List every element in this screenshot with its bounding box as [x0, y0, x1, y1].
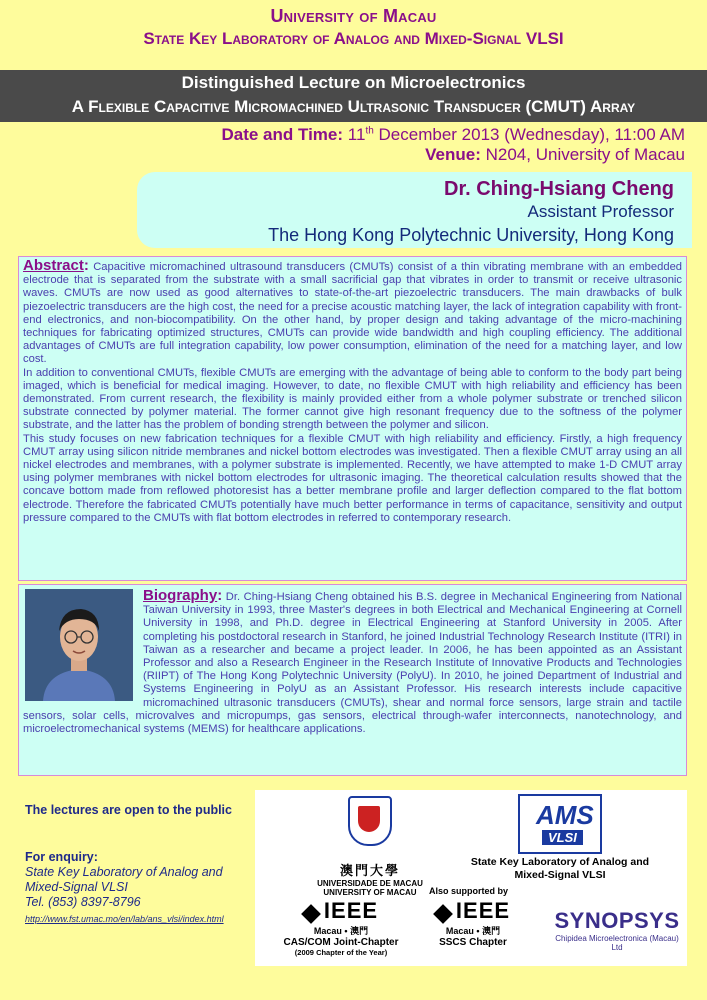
enquiry-heading: For enquiry: — [25, 850, 98, 864]
date-label: Date and Time: — [221, 125, 344, 144]
ams-word: AMS — [536, 800, 594, 830]
biography-text: Dr. Ching-Hsiang Cheng obtained his B.S. degree in Mechanical Engineering from National Taiwan University in 1993, three Master's degrees in both Electrical and Mechanical Engineering at Cornell University in 1998, and Ph.D. degree in Electrical Engineering at Stanford University in 2005. After completing his postdoctoral research in Stanford, he joined Industrial Technology Research Institute (ITRI) in Taiwan as a researcher and became a project leader. In 2006, he has been appointed as an Assistant Professor and also a Research Engineer in the Research Institute of Innovative Products and Technologies (RIIPT) of The Hong Kong Polytechnic University (PolyU). In 2010, he joined Department of Industrial and Systems Engineering in PolyU as an Assistant Professor. His research interests include capacitive micromachined ultrasonic transducers (CMUTs), shear and normal force sensors, large strain and tactile sensors, solar cells, microvalves and micropumps, gas sensors, electrical through-wafer interconnects, nanotechnology, and microelectromechanical systems (MEMS) for healthcare applications. — [23, 591, 683, 736]
lab-name: State Key Laboratory of Analog and Mixed-Signal VLSI — [143, 29, 564, 48]
supported-by-label: Also supported by — [429, 886, 509, 896]
vlsi-word: VLSI — [542, 830, 583, 845]
speaker-photo — [25, 589, 133, 701]
ieee-sscs-logo — [423, 898, 523, 948]
abstract-section: Abstract: Capacitive micromachined ultrasound transducers (CMUTs) consist of a thin vibrating membrane with an embedded electrode that is separated from the substrate with a small sacrificial gap that vibrates in order to transmit or receive ultrasonic waves. CMUTs are now used as good alternatives to state-of-the-art piezoelectric transducers. The main drawbacks of bulk piezoelectric transducers are the high cost, the need for a precise acoustic matching layer, the lack of integration capability with front-end electronics, and non-biocompatibility. On the other hand, by proper design and taking advantage of the micro-machining techniques for fabricating optimized structures, CMUTs can provide wide bandwidth and high coupling efficiency. The additional advantages of CMUTs are full integration capability, low power consumption, elimination of the need for a matching layer, and low cost. In addition to conventional CMUTs, flexible CMUTs are emerging with the advantage of being able to conform to the body part being imaged, which is beneficial for medical imaging. However, to date, no flexible CMUT with high reliability and efficiency has been demonstrated. From current research, the flexibility is mainly provided either from a whole polymer substrate or trenched silicon substrate connected by polymer material. The former cannot give high resonant frequency due to the softness of the polymer substrate, and the latter has the problem of bonding strength between the polymer and silicon. This study focuses on new fabrication techniques for a flexible CMUT with high reliability and efficiency. Firstly, a high frequency CMUT array using silicon nitride membranes and nickel bottom electrodes was investigated. Then a flexible CMUT array using an all nickel electrodes and membranes, with a polymer substrate is implemented. Recently, we have attempted to make 1-D CMUT array using polymer membranes with nickel bottom electrodes for ultrasonic imaging. The theoretical calculation results showed that the concave bottom made from reflowed photoresist has a better membrane profile and larger deflection compared to the flat bottom electrode. Therefore the fabricated CMUTs potentially have much better performance in terms of capacitance, sensitivity and output pressure compared to the CMUTs with flat bottom electrodes in referred to contemporary research. — [18, 256, 687, 581]
cas-chapter-note: (2009 Chapter of the Year) — [294, 948, 388, 957]
biography-section: Biography: Dr. Ching-Hsiang Cheng obtained his B.S. degree in Mechanical Engineering from National Taiwan University in 1993, three Master's degrees in both Electrical and Mechanical Engineering at Cornell University in 1998, and Ph.D. degree in Electrical Engineering at Stanford University in 2005. After completing his postdoctoral research in Stanford, he joined Industrial Technology Research Institute (ITRI) in Taiwan as a researcher and became a project leader. In 2006, he has been appointed as an Assistant Professor and also a Research Engineer in the Research Institute of Innovative Products and Technologies (RIIPT) of The Hong Kong Polytechnic University (PolyU). In 2010, he joined Department of Industrial and Systems Engineering in PolyU as an Assistant Professor. His research interests include capacitive micromachined ultrasonic transducers (CMUTs), shear and normal force sensors, large strain and tactile sensors, solar cells, microvalves and micropumps, gas sensors, electrical through-wafer interconnects, nanotechnology, and microelectromechanical systems (MEMS) for healthcare applications. — [18, 584, 687, 776]
um-portuguese-name: UNIVERSIDADE DE MACAU — [317, 879, 423, 888]
speaker-portrait-icon — [25, 589, 133, 701]
open-note: The lectures are open to the public — [25, 803, 232, 817]
synopsys-logo — [551, 908, 683, 952]
abstract-paragraph-1: Capacitive micromachined ultrasound transducers (CMUTs) consist of a thin vibrating membrane with an embedded electrode that is separated from the substrate with a small sacrificial gap that vibrates in order to transmit or receive ultrasonic waves. CMUTs are now used as good alternatives to state-of-the-art piezoelectric transducers. The main drawbacks of bulk piezoelectric transducers are the high cost, the need for a precise acoustic matching layer, the lack of integration capability with front-end electronics, and non-biocompatibility. On the other hand, by proper design and taking advantage of the micro-machining techniques for fabricating optimized structures, CMUTs can provide wide bandwidth and high coupling efficiency. The additional advantages of CMUTs are full integration capability, low power consumption, elimination of the need for a matching layer, and low cost. — [23, 261, 683, 366]
enquiry-block — [25, 850, 255, 927]
enquiry-lab: State Key Laboratory of Analog and Mixed-Signal VLSI — [25, 865, 223, 894]
venue-value: N204, University of Macau — [485, 145, 685, 164]
venue-label: Venue: — [425, 145, 481, 164]
abstract-heading: Abstract — [23, 257, 84, 274]
speaker-affiliation: The Hong Kong Polytechnic University, Hong Kong — [268, 225, 674, 245]
biography-heading: Biography — [143, 587, 218, 604]
skl-caption: State Key Laboratory of Analog and Mixed-Signal VLSI — [470, 856, 650, 881]
date-day: 11 — [347, 125, 366, 144]
enquiry-tel: Tel. (853) 8397-8796 — [25, 895, 141, 909]
ieee-cas-com-logo — [261, 898, 421, 957]
synopsys-subtitle: Chipidea Microelectronica (Macau) Ltd — [555, 934, 679, 952]
ieee-diamond-icon — [433, 904, 453, 924]
venue-line — [221, 145, 685, 165]
sscs-chapter: SSCS Chapter — [439, 937, 507, 948]
abstract-paragraph-2: In addition to conventional CMUTs, flexible CMUTs are emerging with the advantage of being able to conform to the body part being imaged, which is beneficial for medical imaging. However, to date, no flexible CMUT with high reliability and efficiency has been demonstrated. From current research, the flexibility is mainly provided either from a whole polymer substrate or trenched silicon substrate connected by polymer material. The former cannot give high resonant frequency due to the softness of the polymer substrate, and the latter has the problem of bonding strength between the polymer and silicon. — [23, 366, 682, 432]
lecture-banner — [0, 70, 707, 122]
cas-com-chapter: CAS/COM Joint-Chapter — [283, 937, 399, 948]
ieee-word: IEEE — [455, 898, 511, 923]
synopsys-word: SYNOPSYS — [554, 908, 680, 933]
um-english-name: UNIVERSITY OF MACAU — [323, 888, 417, 897]
poster-header — [0, 6, 707, 49]
university-of-macau-logo — [315, 796, 425, 897]
lecture-series: Distinguished Lecture on Microelectronics — [181, 73, 526, 92]
abstract-paragraph-3: This study focuses on new fabrication techniques for a flexible CMUT with high reliability and efficiency. Firstly, a high frequency CMUT array using silicon nitride membranes and nickel bottom electrodes was investigated. Then a flexible CMUT array using an all nickel electrodes and membranes, with a polymer substrate is implemented. Recently, we have attempted to make 1-D CMUT array using polymer membranes with nickel bottom electrodes for ultrasonic imaging. The theoretical calculation results showed that the concave bottom made from reflowed photoresist has a better membrane profile and larger deflection compared to the flat bottom electrode. Therefore the fabricated CMUTs potentially have much better performance in terms of capacitance, sensitivity and output pressure compared to the CMUTs with flat bottom electrodes in referred to contemporary research. — [23, 432, 682, 524]
event-details — [221, 125, 685, 165]
date-value: December 2013 (Wednesday), 11:00 AM — [378, 125, 685, 144]
date-suffix: th — [365, 125, 374, 137]
sponsor-logos — [255, 790, 687, 966]
ieee-macau-label: Macau • 澳門 — [445, 926, 501, 936]
speaker-name: Dr. Ching-Hsiang Cheng — [444, 178, 674, 200]
ieee-diamond-icon — [301, 904, 321, 924]
speaker-position: Assistant Professor — [527, 202, 674, 221]
ieee-macau-label: Macau • 澳門 — [313, 926, 369, 936]
speaker-box — [137, 172, 692, 248]
lecture-title: A Flexible Capacitive Micromachined Ultrasonic Transducer (CMUT) Array — [71, 97, 636, 116]
enquiry-url-link[interactable]: http://www.fst.umac.mo/en/lab/ans_vlsi/index.html — [25, 914, 224, 924]
university-name: University of Macau — [270, 6, 437, 26]
date-line — [221, 125, 685, 145]
ieee-word: IEEE — [323, 898, 379, 923]
um-crest-icon — [348, 796, 392, 846]
um-chinese-name: 澳門大學 — [339, 863, 400, 878]
ams-vlsi-logo — [518, 794, 602, 852]
